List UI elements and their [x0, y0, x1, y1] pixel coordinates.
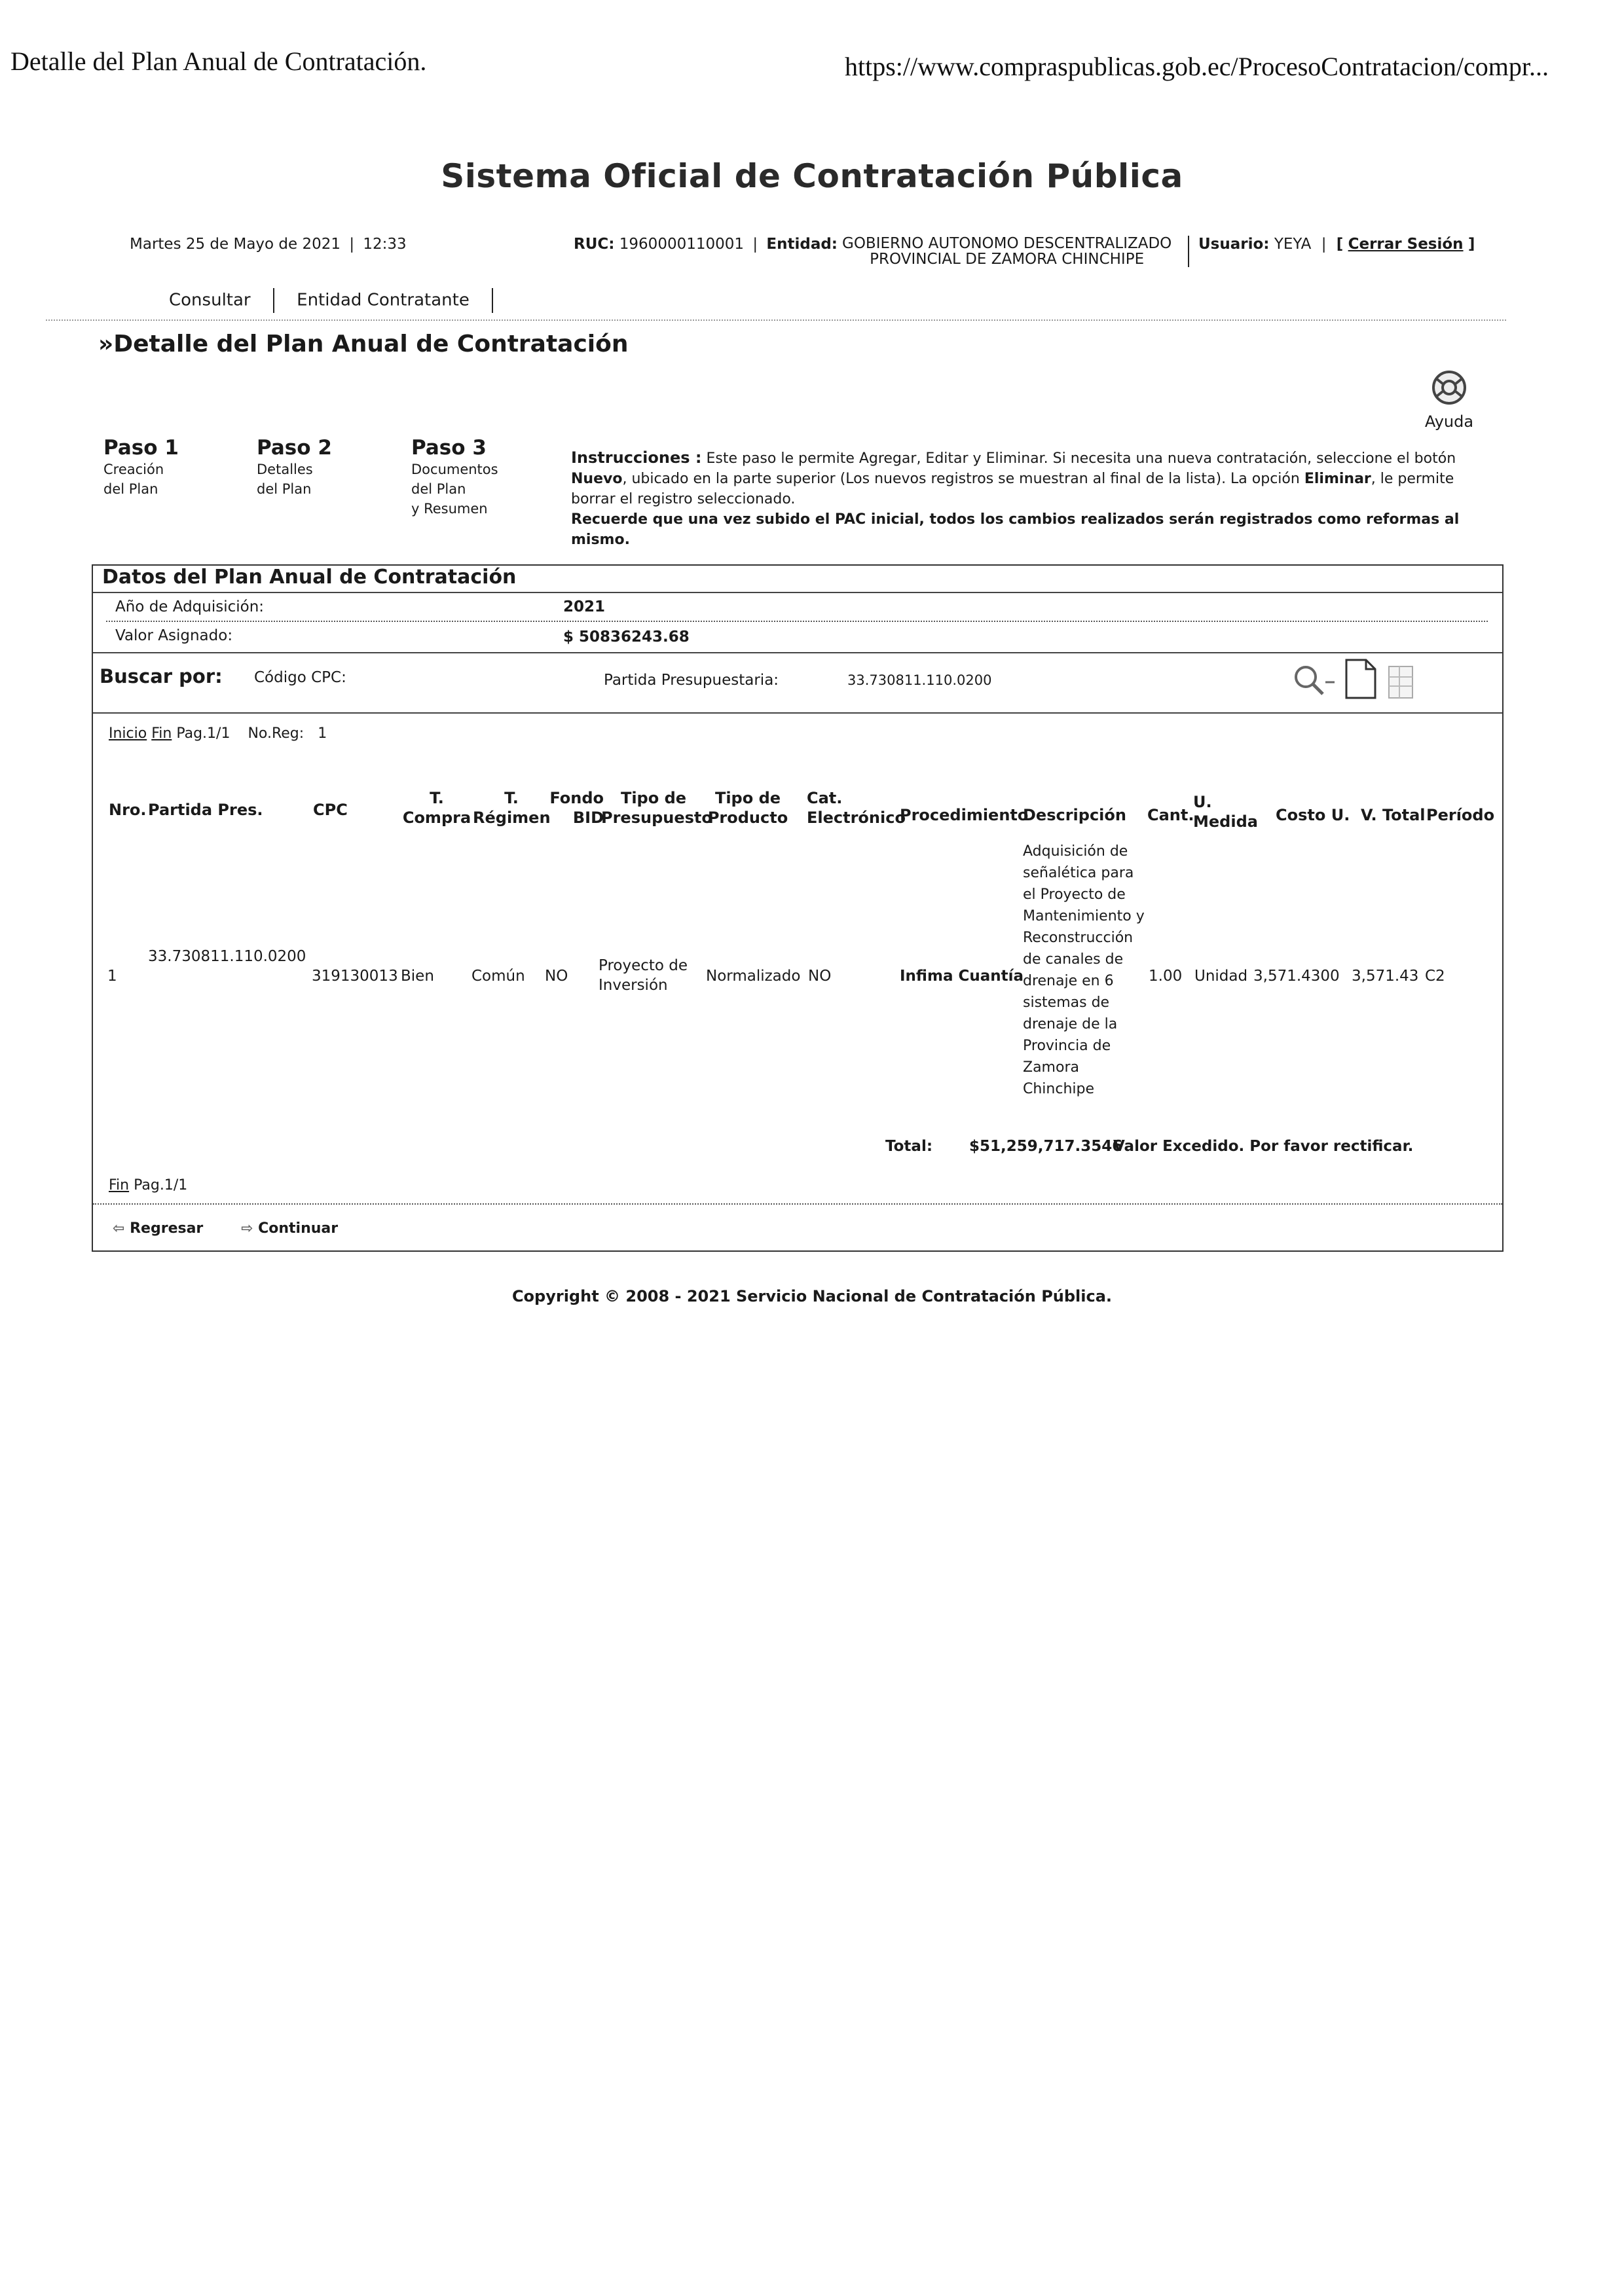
datos-title: Datos del Plan Anual de Contratación: [102, 566, 517, 589]
noreg-value: 1: [318, 725, 327, 742]
new-record-button[interactable]: [1342, 657, 1382, 701]
entidad-label: Entidad:: [766, 236, 838, 253]
pagination-bottom: [109, 1175, 187, 1197]
instructions-label: Instrucciones :: [571, 448, 702, 467]
row-tregimen: Común: [471, 968, 525, 985]
row-partida: 33.730811.110.0200: [148, 948, 306, 965]
page-first-link[interactable]: Inicio: [109, 725, 147, 742]
step-title: Paso 1: [103, 436, 179, 460]
step-line: Creación: [103, 462, 164, 477]
row-cant: 1.00: [1149, 968, 1183, 985]
current-date: Martes 25 de Mayo de 2021: [130, 236, 341, 253]
nav-consultar[interactable]: Consultar: [169, 290, 251, 310]
nav-divider: [46, 319, 1506, 321]
spreadsheet-icon: [1386, 664, 1415, 701]
row-descripcion: Adquisición de señalética para el Proyecto de Mantenimiento y Reconstrucción de canales de drenaje en 6 sistemas de drenaje de la Provincia de Zamora Chinchipe: [1023, 843, 1145, 1097]
step-line: Documentos: [411, 462, 498, 477]
back-label: Regresar: [130, 1220, 204, 1237]
row-costo: 3,571.4300: [1253, 968, 1340, 985]
current-time: 12:33: [363, 236, 407, 253]
cpc-search-label: Código CPC:: [254, 669, 346, 686]
search-label: Buscar por:: [100, 665, 223, 687]
ruc-info: RUC: 1960000110001 | Entidad:: [574, 236, 838, 253]
back-button[interactable]: [113, 1218, 203, 1240]
main-nav: [169, 288, 510, 313]
site-title: Sistema Oficial de Contratación Pública: [441, 157, 1183, 195]
col-tregimen: T. Régimen: [473, 789, 551, 827]
topbar-divider: [1188, 236, 1189, 267]
anio-label: Año de Adquisición:: [115, 598, 265, 615]
row-cpc: 319130013: [312, 968, 398, 985]
table-row[interactable]: [93, 841, 1502, 1102]
row-umedida: Unidad: [1194, 968, 1248, 985]
arrow-right-icon: ⇨: [241, 1220, 253, 1237]
page-title: »Detalle del Plan Anual de Contratación: [98, 331, 629, 357]
copyright: Copyright © 2008 - 2021 Servicio Nacional de Contratación Pública.: [511, 1287, 1113, 1305]
step-title: Paso 2: [257, 436, 332, 460]
col-cat-electronico: Cat. Electrónico: [807, 789, 906, 827]
col-tcompra: T. Compra: [402, 789, 471, 827]
col-costo: Costo U.: [1276, 806, 1350, 824]
continue-label: Continuar: [258, 1220, 339, 1237]
plan-data-box: [92, 564, 1504, 1252]
col-partida: Partida Pres.: [148, 801, 263, 819]
pagination-top: [109, 723, 327, 745]
step-line: Detalles: [257, 462, 313, 477]
instructions-text: Este paso le permite Agregar, Editar y Eliminar. Si necesita una nueva contratación, seleccione el botón: [706, 450, 1456, 467]
row-cat: NO: [808, 968, 832, 985]
col-cant: Cant.: [1147, 806, 1194, 824]
search-button[interactable]: [1291, 663, 1337, 699]
page-last-link[interactable]: Fin: [109, 1177, 130, 1194]
nav-separator: [273, 288, 274, 313]
row-tipo-presupuesto: Proyecto de Inversión: [599, 957, 688, 994]
anio-value: 2021: [563, 598, 606, 615]
instructions: [571, 448, 1501, 550]
instructions-nuevo: Nuevo: [571, 471, 623, 487]
export-button[interactable]: [1386, 664, 1415, 701]
total-value: $51,259,717.3546: [969, 1138, 1123, 1155]
noreg-label: No.Reg:: [248, 725, 304, 742]
valor-value: $ 50836243.68: [563, 629, 690, 646]
ruc-label: RUC:: [574, 236, 615, 253]
col-descripcion: Descripción: [1023, 806, 1126, 824]
partida-search-value: 33.730811.110.0200: [847, 672, 992, 688]
page-indicator: Pag.1/1: [134, 1177, 188, 1194]
instructions-eliminar: Eliminar: [1304, 471, 1371, 487]
continue-button[interactable]: [241, 1218, 338, 1240]
col-procedimiento: Procedimiento: [900, 806, 1029, 824]
instructions-text: , ubicado en la parte superior (Los nuevos registros se muestran al final de la lista). La opción: [622, 471, 1300, 487]
usuario-value: YEYA: [1274, 236, 1312, 253]
row-tipo-producto: Normalizado: [706, 968, 801, 985]
step-line: del Plan: [103, 481, 158, 497]
usuario-label: Usuario:: [1198, 236, 1270, 253]
valor-label: Valor Asignado:: [115, 627, 233, 644]
col-nro: Nro.: [109, 801, 147, 819]
row-nro: 1: [107, 968, 117, 985]
page-last-link[interactable]: Fin: [151, 725, 172, 742]
step-title: Paso 3: [411, 436, 487, 460]
ruc-value: 1960000110001: [619, 236, 745, 253]
arrow-left-icon: ⇦: [113, 1220, 125, 1237]
logout-link[interactable]: Cerrar Sesión: [1348, 236, 1464, 253]
print-header-url: https://www.compraspublicas.gob.ec/ProcesoContratacion/compr...: [845, 52, 1549, 81]
entidad-line-1: GOBIERNO AUTONOMO DESCENTRALIZADO: [842, 235, 1172, 252]
col-tipo-producto: Tipo de Producto: [707, 789, 788, 827]
col-periodo: Período: [1426, 806, 1495, 824]
help-button[interactable]: [1420, 367, 1479, 431]
row-procedimiento: Infima Cuantía: [900, 968, 1024, 985]
step-2[interactable]: [257, 436, 368, 499]
new-document-icon: [1342, 657, 1379, 701]
step-3[interactable]: [411, 436, 536, 519]
total-message: Valor Excedido. Por favor rectificar.: [1113, 1138, 1414, 1155]
print-header-title: Detalle del Plan Anual de Contratación.: [10, 46, 427, 76]
instructions-note: Recuerde que una vez subido el PAC inicial, todos los cambios realizados serán registrados como reformas al mismo.: [571, 511, 1460, 548]
col-vtotal: V. Total: [1361, 806, 1426, 824]
search-icon: [1291, 663, 1337, 699]
col-fondo: Fondo BID: [549, 789, 604, 827]
col-cpc: CPC: [313, 801, 348, 819]
date-time: Martes 25 de Mayo de 2021 | 12:33: [130, 236, 407, 253]
row-periodo: C2: [1425, 968, 1445, 985]
nav-separator: [492, 288, 493, 313]
partida-search-label: Partida Presupuestaria:: [604, 672, 779, 689]
col-tipo-presupuesto: Tipo de Presupuesto: [601, 789, 712, 827]
step-1[interactable]: [103, 436, 215, 499]
user-info: Usuario: YEYA | [ Cerrar Sesión ]: [1198, 236, 1475, 253]
page-indicator: Pag.1/1: [176, 725, 231, 742]
row-fondo: NO: [545, 968, 568, 985]
instructions-text: , le permite borrar el registro seleccionado.: [571, 471, 1454, 507]
total-label: Total:: [885, 1138, 933, 1155]
row-tcompra: Bien: [401, 968, 434, 985]
step-line: y Resumen: [411, 501, 488, 517]
step-line: del Plan: [411, 481, 466, 497]
entidad-line-2: PROVINCIAL DE ZAMORA CHINCHIPE: [870, 251, 1145, 268]
step-line: del Plan: [257, 481, 312, 497]
row-vtotal: 3,571.43: [1352, 968, 1419, 985]
help-label: Ayuda: [1424, 412, 1474, 431]
col-umedida: U. Medida: [1193, 793, 1258, 831]
help-icon: [1428, 367, 1470, 409]
nav-entidad-contratante[interactable]: Entidad Contratante: [297, 290, 470, 310]
entidad-value: [842, 236, 1172, 267]
